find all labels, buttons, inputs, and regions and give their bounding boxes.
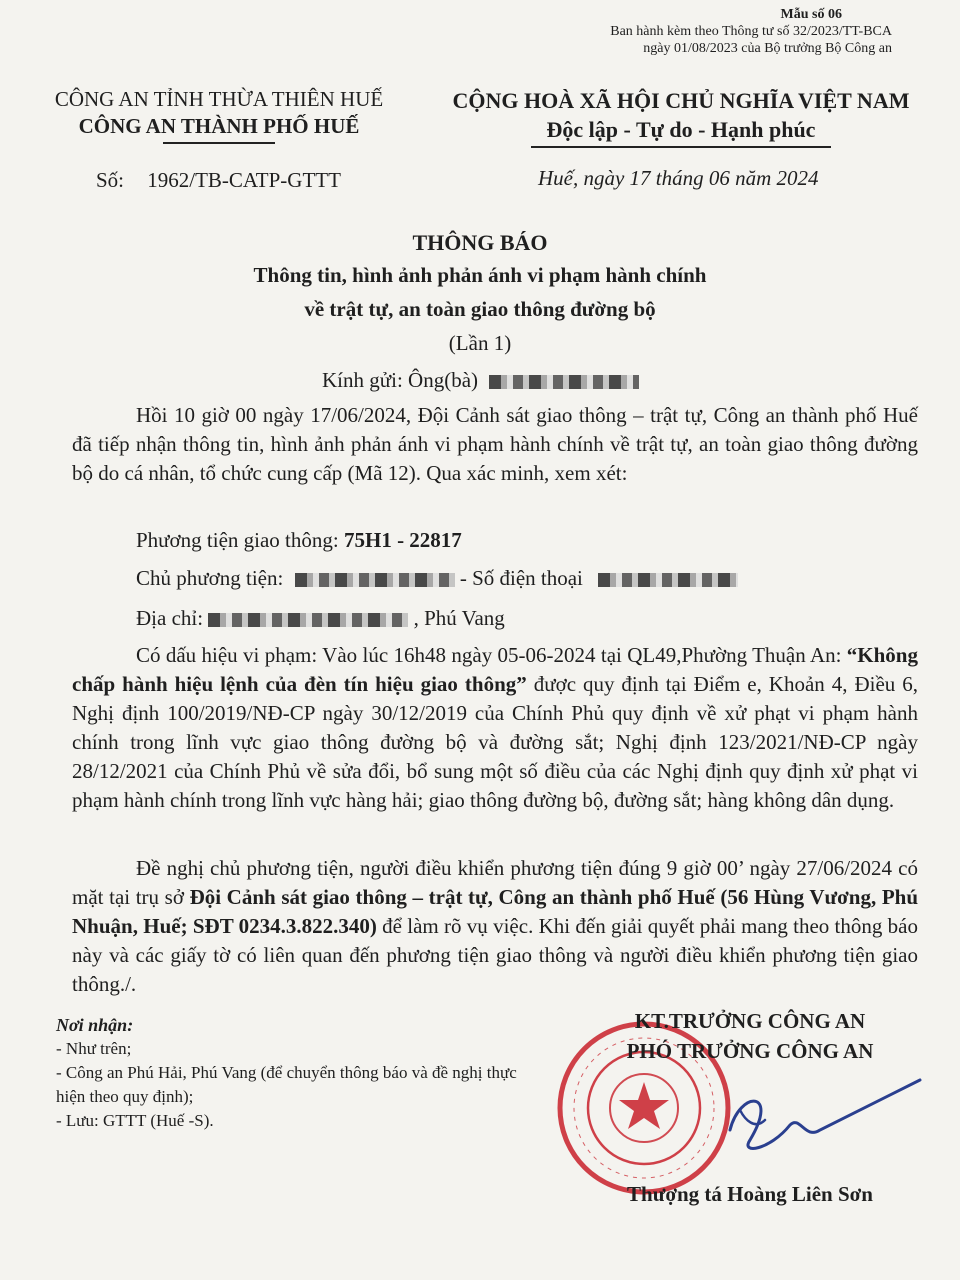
recipient-line bbox=[322, 368, 639, 393]
owner-label: Chủ phương tiện: bbox=[136, 566, 284, 590]
address-line bbox=[136, 606, 505, 631]
recipient-label: Kính gửi: Ông(bà) bbox=[322, 368, 479, 392]
document-number bbox=[96, 168, 341, 193]
divider bbox=[163, 142, 275, 144]
phone-label: - Số điện thoại bbox=[459, 566, 583, 590]
parent-org: CÔNG AN TỈNH THỪA THIÊN HUẾ bbox=[54, 87, 384, 111]
title-sub1: Thông tin, hình ảnh phản ánh vi phạm hành chính bbox=[253, 263, 707, 287]
national-header bbox=[436, 86, 926, 148]
doc-number-label: Số: bbox=[96, 168, 125, 192]
signer-name: Thượng tá Hoàng Liên Sơn bbox=[627, 1182, 873, 1206]
nation-name: CỘNG HOÀ XÃ HỘI CHỦ NGHĨA VIỆT NAM bbox=[452, 88, 910, 113]
form-number: Mẫu số 06 bbox=[780, 7, 842, 22]
handwritten-signature-icon bbox=[710, 1070, 930, 1180]
distribution-label: Nơi nhận: bbox=[56, 1015, 134, 1035]
violation-paragraph bbox=[72, 641, 918, 815]
vehicle-label: Phương tiện giao thông: bbox=[136, 528, 339, 552]
request-prefix: Đề nghị chủ phương tiện, người điều khiển phương tiện đúng 9 giờ 00’ ngày 27/06/2024 có mặt tại trụ sở bbox=[72, 856, 918, 909]
distribution-item: - Lưu: GTTT (Huế -S). bbox=[56, 1111, 214, 1130]
document-title bbox=[0, 228, 960, 360]
address-label: Địa chỉ: bbox=[136, 606, 204, 630]
redacted-name bbox=[489, 375, 639, 389]
signature-line2: PHÓ TRƯỞNG CÔNG AN bbox=[626, 1039, 874, 1063]
distribution-list bbox=[56, 1013, 526, 1133]
redacted-address bbox=[208, 613, 408, 627]
issuing-org: CÔNG AN THÀNH PHỐ HUẾ bbox=[78, 114, 360, 138]
request-rest: để làm rõ vụ việc. Khi đến giải quyết phải mang theo thông báo này và các giấy tờ có liên quan đến phương tiện giao thông và người điều khiển phương tiện giao thông./. bbox=[72, 914, 918, 996]
signature-title bbox=[560, 1006, 940, 1066]
vehicle-plate: 75H1 - 22817 bbox=[343, 528, 462, 552]
title-sub2: về trật tự, an toàn giao thông đường bộ bbox=[304, 297, 656, 321]
redacted-phone bbox=[598, 573, 738, 587]
title-main: THÔNG BÁO bbox=[412, 230, 548, 255]
request-paragraph bbox=[72, 854, 918, 999]
vehicle-line bbox=[136, 528, 462, 553]
doc-number-value: 1962/TB-CATP-GTTT bbox=[147, 168, 341, 192]
divider bbox=[531, 146, 831, 148]
title-sub3: (Lần 1) bbox=[448, 331, 512, 355]
distribution-item: - Công an Phú Hải, Phú Vang (để chuyển thông báo và đề nghị thực hiện theo quy định); bbox=[56, 1063, 517, 1106]
distribution-item: - Như trên; bbox=[56, 1039, 132, 1058]
request-place: Đội Cảnh sát giao thông – trật tự, Công an thành phố Huế (56 Hùng Vương, Phú Nhuận, Huế; SĐT 0234.3.822.340) bbox=[72, 885, 919, 938]
violation-rest: được quy định tại Điểm e, Khoản 4, Điều 6, Nghị định 100/2019/NĐ-CP ngày 30/12/2019 của Chính Phủ quy định về xử phạt vi phạm hành chính trong lĩnh vực giao thông đường bộ và đường sắt; Nghị định 123/2021/NĐ-CP ngày 28/12/2021 của Chính Phủ về sửa đổi, bổ sung một số điều của các Nghị định quy định xử phạt vi phạm hành chính trong lĩnh vực hàng hải; giao thông đường bộ, đường sắt; hàng không dân dụng. bbox=[72, 672, 918, 812]
owner-line bbox=[136, 566, 738, 591]
redacted-owner bbox=[295, 573, 455, 587]
address-tail: , Phú Vang bbox=[413, 606, 505, 630]
violation-prefix: Có dấu hiệu vi phạm: Vào lúc 16h48 ngày 05-06-2024 tại QL49,Phường Thuận An: bbox=[136, 643, 847, 667]
issuing-authority bbox=[34, 86, 404, 144]
form-meta-line2: ngày 01/08/2023 của Bộ trưởng Bộ Công an bbox=[643, 41, 892, 56]
signature-line1: KT.TRƯỞNG CÔNG AN bbox=[634, 1009, 866, 1033]
form-meta bbox=[610, 6, 892, 57]
violation-title: “Không chấp hành hiệu lệnh của đèn tín hiệu giao thông” bbox=[72, 643, 918, 696]
intro-paragraph: Hồi 10 giờ 00 ngày 17/06/2024, Đội Cảnh sát giao thông – trật tự, Công an thành phố Huế đã tiếp nhận thông tin, hình ảnh phản ánh vi phạm hành chính về trật tự, an toàn giao thông đường bộ do cá nhân, tổ chức cung cấp (Mã 12). Qua xác minh, xem xét: bbox=[72, 403, 918, 485]
form-meta-line1: Ban hành kèm theo Thông tư số 32/2023/TT-BCA bbox=[610, 24, 892, 39]
national-motto: Độc lập - Tự do - Hạnh phúc bbox=[546, 117, 816, 142]
issue-date: Huế, ngày 17 tháng 06 năm 2024 bbox=[538, 166, 819, 190]
